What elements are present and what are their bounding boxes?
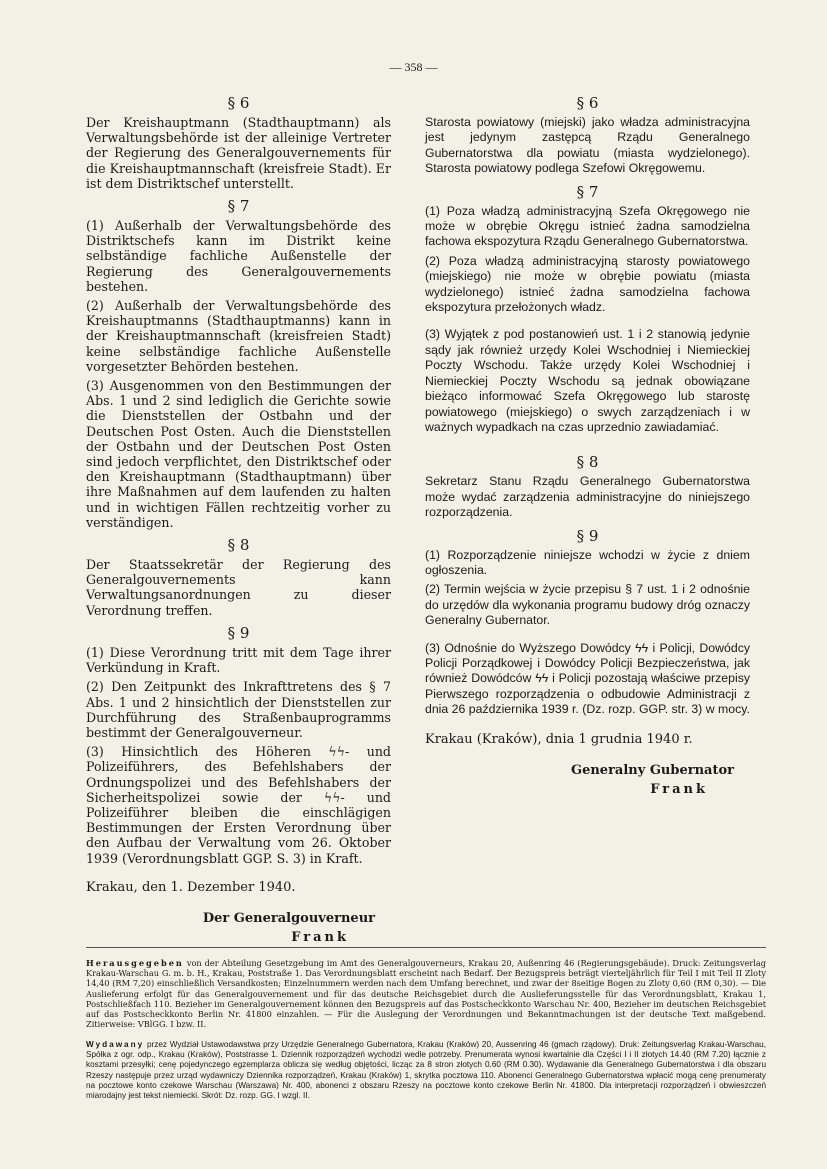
section-heading: § 6: [227, 94, 250, 112]
section-heading: § 7: [576, 182, 599, 201]
section-heading: § 9: [576, 526, 599, 545]
paragraph: (2) Den Zeitpunkt des Inkrafttretens des § 7 Abs. 1 und 2 hinsichtlich der Dienststellen zur Durchführung des Straßenbauprogramms bestimmt der Generalgouverneur.: [86, 679, 391, 740]
paragraph: (3) Odnośnie do Wyższego Dowódcy ϟϟ i Policji, Dowódcy Policji Porządkowej i Dowódcy Policji Bezpieczeństwa, jak również Dowódców ϟϟ i Policji pozostają właściwe przepisy Pierwszego rozporządzenia o odbudowie Administracji z dnia 26 października 1939 r. (Dz. rozp. GGP. str. 3) w mocy.: [425, 640, 750, 717]
section-heading: § 8: [576, 453, 599, 472]
paragraph: Der Staatssekretär der Regierung des Generalgouvernements kann Verwaltungsanordnungen zu dieser Verordnung treffen.: [86, 557, 391, 618]
paragraph: (3) Ausgenommen von den Bestimmungen der Abs. 1 und 2 sind lediglich die Gerichte sowie die Dienststellen der Ostbahn und der Deutschen Post Osten. Auch die Dienststellen der Ostbahn und der Deutschen Post Osten sind jedoch verpflichtet, den Distriktschef oder den Kreishauptmann (Stadthauptmann) über ihre Maßnahmen auf dem laufenden zu halten und in wichtigen Fällen rechtzeitig vorher zu verständigen.: [86, 378, 391, 530]
footer-polish: [86, 1040, 766, 1101]
footer-rule: [86, 947, 766, 948]
paragraph: (3) Hinsichtlich des Höheren ϟϟ- und Polizeiführers, des Befehlshabers der Ordnungspolizei und des Befehlshabers der Sicherheitspolizei sowie der ϟϟ- und Polizeiführer bleiben die einschlägigen Bestimmungen der Ersten Verordnung über den Aufbau der Verwaltung vom 26. Oktober 1939 (Verordnungsblatt GGP. S. 3) in Kraft.: [86, 744, 391, 866]
footer-lead: Wydawany: [86, 1040, 145, 1049]
footer-text: von der Abteilung Gesetzgebung im Amt des Generalgouverneurs, Krakau 20, Außenring 46 (Regierungsgebäude). Druck: Zeitungsverlag Krakau-Warschau G. m. b. H., Krakau, Poststraße 1. Das Verordnungsblatt erscheint nach Bedarf. Der Bezugspreis beträgt vierteljährlich für Teil I mit Teil II Zloty 14,40 (RM 7,20) einschließlich Versandkosten; Einzelnummern werden nach dem Umfang berechnet, und zwar der 8seitige Bogen zu Zloty 0,60 (RM 0,30). — Die Auslieferung erfolgt für das Generalgouvernement und für das deutsche Reichsgebiet durch die Auslieferungsstelle für das Verordnungsblatt, Krakau 1, Postschließfach 110. Bezieher im Generalgouvernement können den Bezugspreis auf das Postscheckkonto Warschau Nr. 400, Bezieher im deutschen Reichsgebiet auf das Postscheckkonto Berlin Nr. 41800 einzahlen. — Für die Auslegung der Verordnungen und Bekanntmachungen ist der deutsche Text maßgebend. Zitierweise: VBlGG. I bzw. II.: [86, 958, 766, 1030]
paragraph: (1) Diese Verordnung tritt mit dem Tage ihrer Verkündung in Kraft.: [86, 644, 391, 676]
paragraph: (1) Rozporządzenie niniejsze wchodzi w życie z dniem ogłoszenia.: [425, 547, 750, 577]
paragraph: (2) Poza władzą administracyjną starosty powiatowego (miejskiego) nie może w obrębie powiatu (miasta wydzielonego) istnieć żadna samodzielna fachowa ekspozytura przełożonych władz.: [425, 253, 750, 315]
paragraph: (2) Termin wejścia w życie przepisu § 7 ust. 1 i 2 odnośnie do urzędów dla wykonania programu budowy dróg oznaczy Generalny Gubernator.: [425, 582, 750, 628]
section-heading: § 9: [227, 623, 250, 642]
german-column: [86, 88, 391, 945]
place-date: Krakau, den 1. Dezember 1940.: [86, 879, 296, 895]
signature-name: Frank: [291, 929, 349, 945]
paragraph: Der Kreishauptmann (Stadthauptmann) als Verwaltungsbehörde ist der alleinige Vertreter der Regierung des Generalgouvernements für die Kreishauptmannschaft (kreisfreie Stadt). Er ist dem Distriktschef unterstellt.: [86, 115, 391, 191]
signature-name: Frank: [650, 781, 708, 797]
paragraph: (2) Außerhalb der Verwaltungsbehörde des Kreishauptmanns (Stadthauptmanns) kann in der Kreishauptmannschaft (kreisfreien Stadt) keine selbständige fachliche Außenstelle vorgesetzter Behörden bestehen.: [86, 298, 391, 374]
section-heading: § 8: [227, 536, 250, 555]
polish-column: [425, 88, 750, 797]
section-heading: § 7: [227, 197, 250, 216]
paragraph: (1) Außerhalb der Verwaltungsbehörde des Distriktschefs kann im Distrikt keine selbständige fachliche Außenstelle der Regierung des Generalgouvernements bestehen.: [86, 218, 391, 294]
signature-title: Der Generalgouverneur: [202, 910, 375, 926]
footer-german: [86, 958, 766, 1029]
paragraph: (3) Wyjątek z pod postanowień ust. 1 i 2 stanowią jedynie sądy jak również urzędy Kolei Wschodniej i Niemieckiej Poczty Wschodu. Także urzędy Kolei Wschodniej i Niemieckiej Poczty Wschodu są jednak obowiązane bieżąco informować Szefa Okręgowego lub starostę powiatowego (miejskiego) o swych zarządzeniach i w ważnych wypadkach na czas uprzednio zawiadamiać.: [425, 327, 750, 434]
section-heading: § 6: [576, 94, 599, 112]
signature-title: Generalny Gubernator: [570, 762, 734, 778]
paragraph: (1) Poza władzą administracyjną Szefa Okręgowego nie może w obrębie Okręgu istnieć żadna samodzielna fachowa ekspozytura Rządu Generalnego Gubernatorstwa.: [425, 203, 750, 249]
footer-text: przez Wydział Ustawodawstwa przy Urzędzie Generalnego Gubernatora, Krakau (Kraków) 20, Aussenring 46 (gmach rządowy). Druk: Zeitungsverlag Krakau-Warschau, Spółka z ogr. odp., Krakau (Kraków), Poststrasse 1. Dziennik rozporządzeń wychodzi wedle potrzeby. Prenumerata wynosi kwartalnie dla Części I i II złotych 14.40 (RM 7.20) łącznie z kosztami przesyłki; cenę pojedynczego egzemplarza oblicza się według objętości, licząc za 8 stron złotych 0.60 (RM 0.30). Wydawanie dla Generalnego Gubernatorstwa i dla obszaru Rzeszy następuje przez urząd wydawniczy Dziennika rozporządzeń, Krakau (Kraków) 1, skrytka pocztowa 110. Abonenci Generalnego Gubernatorstwa wpłacić mogą cenę prenumeraty na pocztowe konto czekowe Warschau (Warszawa) Nr. 400, abonenci z obszaru Rzeszy na pocztowe konto czekowe Berlin Nr. 41800. Dla interpretacji rozporządzeń i obwieszczeń miarodajny jest tekst niemiecki. Skrót: Dz. rozp. GG. I wzgl. II.: [86, 1040, 766, 1101]
footer-lead: Herausgegeben: [86, 958, 184, 968]
paragraph: Starosta powiatowy (miejski) jako władza administracyjna jest jedynym zastępcą Rządu Generalnego Gubernatorstwa dla powiatu (miasta wydzielonego). Starosta powiatowy podlega Szefowi Okręgowemu.: [425, 115, 750, 176]
paragraph: Sekretarz Stanu Rządu Generalnego Gubernatorstwa może wydać zarządzenia administracyjne do niniejszego rozporządzenia.: [425, 474, 750, 520]
place-date: Krakau (Kraków), dnia 1 grudnia 1940 r.: [425, 731, 693, 747]
page-number: — 358 —: [389, 60, 438, 74]
